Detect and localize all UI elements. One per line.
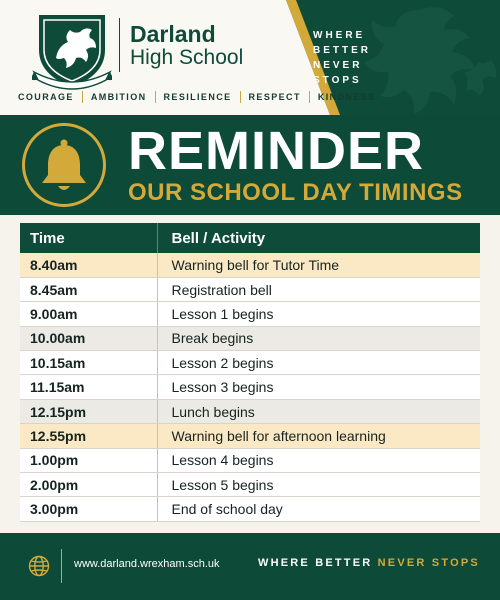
- time-cell: 1.00pm: [20, 448, 157, 472]
- reminder-subtitle: OUR SCHOOL DAY TIMINGS: [128, 179, 463, 206]
- activity-cell: Lesson 4 begins: [157, 448, 480, 472]
- school-values: [18, 91, 376, 103]
- value-separator: [82, 91, 83, 103]
- activity-cell: Lesson 1 begins: [157, 302, 480, 326]
- footer-tagline-part1: WHERE BETTER: [258, 557, 378, 569]
- table-row: [20, 253, 480, 277]
- header-time: Time: [30, 229, 65, 247]
- timings-table: [20, 223, 480, 522]
- name-divider: [119, 18, 120, 72]
- activity-cell: Lesson 3 begins: [157, 375, 480, 399]
- value-kindness: KINDNESS: [317, 92, 376, 102]
- activity-cell: Warning bell for afternoon learning: [157, 424, 480, 448]
- school-subtitle: High School: [130, 46, 244, 69]
- crest-icon: [32, 10, 112, 90]
- table-row: [20, 302, 480, 326]
- value-resilience: RESILIENCE: [163, 92, 232, 102]
- time-cell: 10.15am: [20, 351, 157, 375]
- table-row: [20, 351, 480, 375]
- reminder-title: REMINDER: [128, 121, 425, 181]
- table-row: [20, 448, 480, 472]
- time-cell: 2.00pm: [20, 473, 157, 497]
- activity-cell: Lesson 2 begins: [157, 351, 480, 375]
- activity-cell: Lunch begins: [157, 399, 480, 423]
- table-row: [20, 497, 480, 521]
- activity-cell: Lesson 5 begins: [157, 473, 480, 497]
- school-name: Darland: [130, 21, 216, 47]
- time-cell: 10.00am: [20, 326, 157, 350]
- timings-section: [0, 215, 500, 533]
- header: [0, 0, 500, 115]
- activity-cell: Break begins: [157, 326, 480, 350]
- tagline-word: STOPS: [313, 75, 362, 86]
- tagline-word: NEVER: [313, 60, 363, 71]
- table-header-row: [20, 223, 480, 253]
- value-separator: [240, 91, 241, 103]
- value-ambition: AMBITION: [90, 92, 147, 102]
- time-cell: 12.15pm: [20, 399, 157, 423]
- footer-tagline: [258, 557, 480, 569]
- reminder-banner: [0, 115, 500, 215]
- activity-cell: Warning bell for Tutor Time: [157, 253, 480, 277]
- bell-icon: [22, 123, 106, 207]
- time-cell: 3.00pm: [20, 497, 157, 521]
- tagline-word: BETTER: [313, 45, 371, 56]
- table-row: [20, 326, 480, 350]
- globe-icon: [28, 555, 50, 577]
- table-row: [20, 424, 480, 448]
- time-cell: 11.15am: [20, 375, 157, 399]
- tagline-word: WHERE: [313, 30, 366, 41]
- timings-body: [20, 253, 480, 521]
- footer: [0, 533, 500, 600]
- table-row: [20, 399, 480, 423]
- time-cell: 8.45am: [20, 277, 157, 301]
- value-separator: [309, 91, 310, 103]
- time-cell: 8.40am: [20, 253, 157, 277]
- header-tagline: [313, 28, 403, 88]
- time-cell: 12.55pm: [20, 424, 157, 448]
- footer-tagline-part2: NEVER STOPS: [377, 557, 480, 569]
- table-row: [20, 473, 480, 497]
- table-row: [20, 375, 480, 399]
- website-link[interactable]: www.darland.wrexham.sch.uk: [74, 558, 220, 570]
- value-separator: [155, 91, 156, 103]
- header-activity: Bell / Activity: [157, 223, 480, 253]
- table-row: [20, 277, 480, 301]
- activity-cell: End of school day: [157, 497, 480, 521]
- footer-divider: [61, 549, 62, 583]
- time-cell: 9.00am: [20, 302, 157, 326]
- activity-cell: Registration bell: [157, 277, 480, 301]
- value-courage: COURAGE: [18, 92, 74, 102]
- value-respect: RESPECT: [248, 92, 301, 102]
